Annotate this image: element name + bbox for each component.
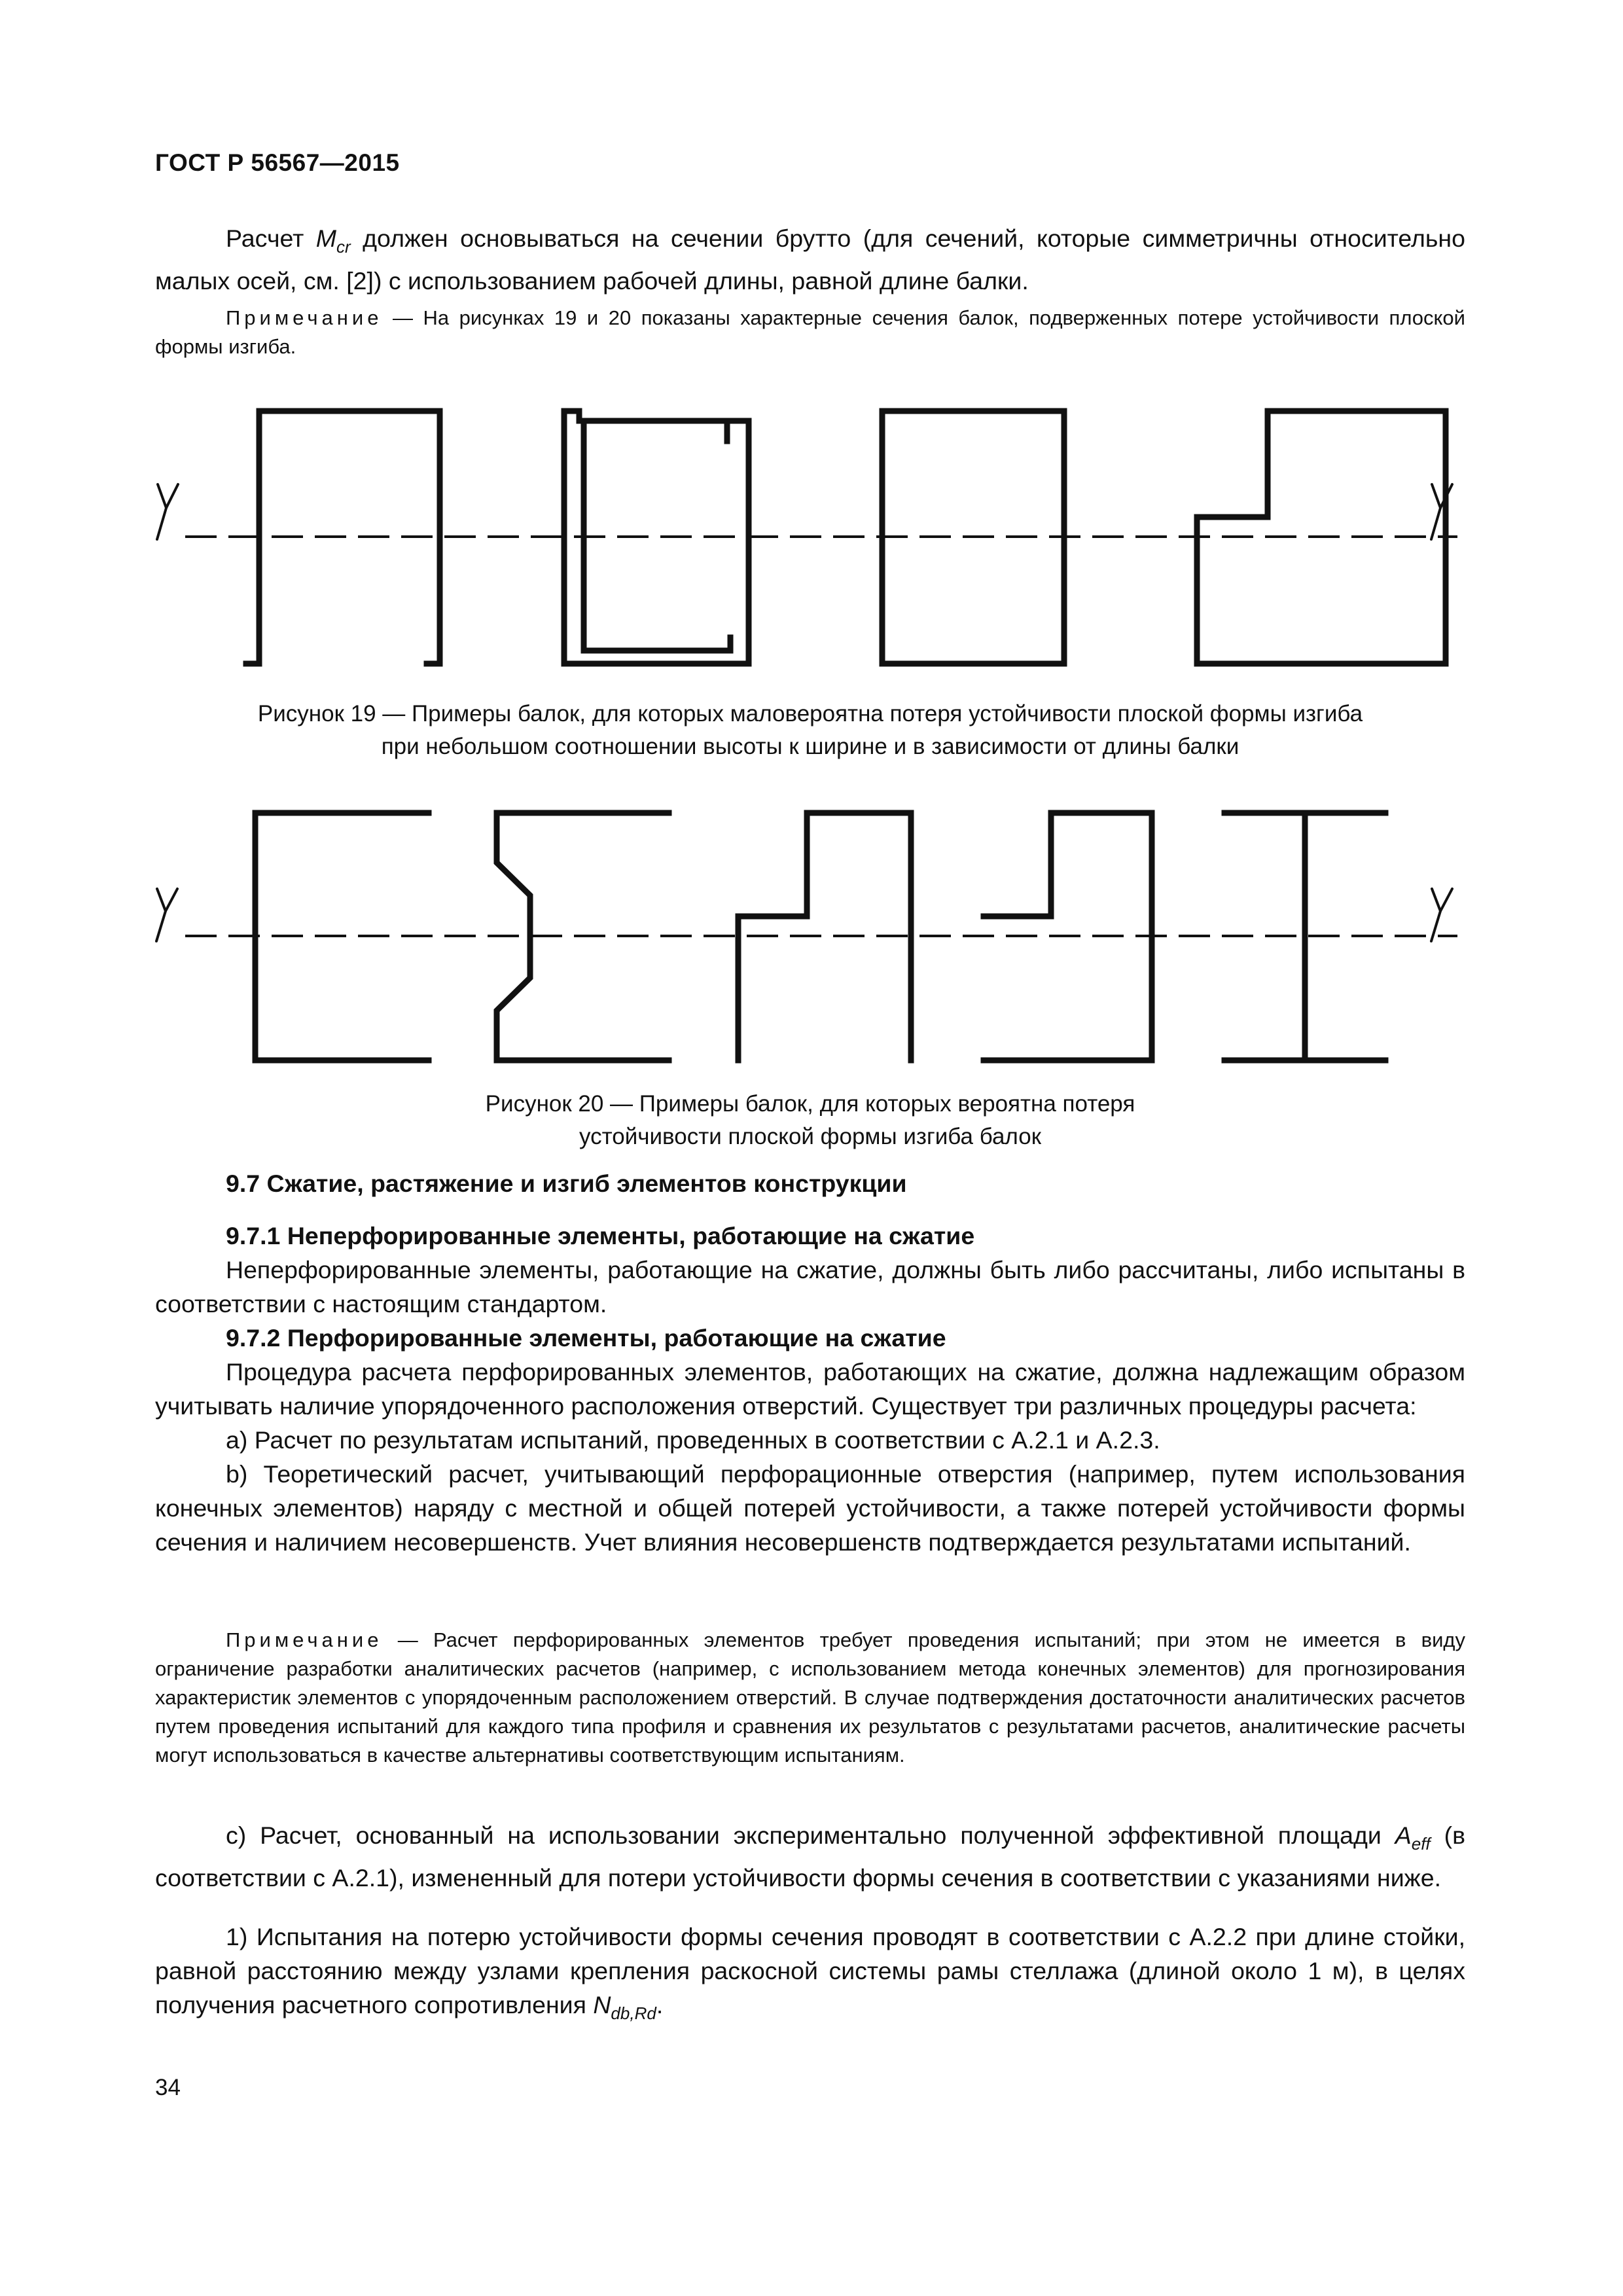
section-9-7-2-heading: 9.7.2 Перфорированные элементы, работающие на сжатие (226, 1324, 946, 1352)
intro-paragraph: Расчет $M_{cr}$ должен основываться на сечении брутто (для сечений, которые симметричны относительно малых осей, см. [2]) с использованием рабочей длины, равной длине балки. (155, 224, 1465, 295)
section-9-7-2-text: Процедура расчета перфорированных элементов, работающих на сжатие, должна надлежащим образом учитывать наличие упорядоченного расположения отверстий. Существует три различных процедуры расчета: (155, 1358, 1465, 1420)
figure-20-caption: Рисунок 20 — Примеры балок, для которых вероятна потеря устойчивости плоской формы изгиба балок (485, 1091, 1135, 1149)
item-b: b) Теоретический расчет, учитывающий перфорационные отверстия (например, путем использования конечных элементов) наряду с местной и общей потерей устойчивости, а также потерей устойчивости формы сечения и наличием несовершенств. Учет влияния несовершенств подтверждается результатами испытаний. (155, 1460, 1465, 1556)
figure-19 (0, 393, 1623, 681)
section-9-7-1-text: Неперфорированные элементы, работающие на сжатие, должны быть либо рассчитаны, либо испытаны в соответствии с настоящим стандартом. (155, 1256, 1465, 1318)
item-a: a) Расчет по результатам испытаний, проведенных в соответствии с А.2.1 и А.2.3. (226, 1426, 1160, 1454)
item-c-1: 1) Испытания на потерю устойчивости формы сечения проводят в соответствии с А.2.2 при длине стойки, равной расстоянию между узлами крепления раскосной системы рамы стеллажа (длиной около 1 м), в целях получения расчетного сопротивления $N_{db,Rd}$. (155, 1923, 1465, 2023)
section-9-7-1 (155, 1219, 1465, 1321)
item-c: c) Расчет, основанный на использовании экспериментально полученной эффективной площади $A_{eff}$ (в соответствии с А.2.1), измененный для потери устойчивости формы сечения в соответствии с указаниями ниже. (155, 1821, 1465, 1892)
y-right-glyph (1432, 889, 1452, 911)
figure-19-caption: Рисунок 19 — Примеры балок, для которых маловероятна потеря устойчивости плоской формы изгиба при небольшом соотношении высоты к ширине и в зависимости от длины балки (257, 701, 1363, 759)
note-label: Примечание (226, 306, 383, 329)
y-left-glyph (158, 484, 178, 508)
note-2: Примечание — Расчет перфорированных элементов требует проведения испытаний; при этом не имеется в виду ограничение разработки аналитических расчетов (например, с использованием метода конечных элементов) для прогнозирования характеристик элементов с упорядоченным расположением отверстий. В случае подтверждения достаточности аналитических расчетов путем проведения испытаний для каждого типа профиля и сравнения их результатов с результатами расчетов, аналитические расчеты могут использоваться в качестве альтернативы соответствующим испытаниям. (155, 1628, 1465, 1767)
page-number: 34 (155, 2075, 181, 2100)
y-right-glyph (1432, 484, 1452, 508)
note-1: Примечание — На рисунках 19 и 20 показаны характерные сечения балок, подверженных потере устойчивости плоской формы изгиба. (155, 306, 1465, 358)
document-header: ГОСТ Р 56567—2015 (155, 149, 400, 176)
figure-20 (0, 798, 1623, 1073)
section-9-7-2 (155, 1321, 1465, 1559)
section-9-7-heading: 9.7 Сжатие, растяжение и изгиб элементов конструкции (226, 1170, 907, 1197)
section-9-7-1-heading: 9.7.1 Неперфорированные элементы, работающие на сжатие (226, 1222, 975, 1249)
y-left-glyph (157, 889, 177, 911)
note-label: Примечание (226, 1628, 383, 1651)
section-9-7 (155, 1166, 1465, 1200)
